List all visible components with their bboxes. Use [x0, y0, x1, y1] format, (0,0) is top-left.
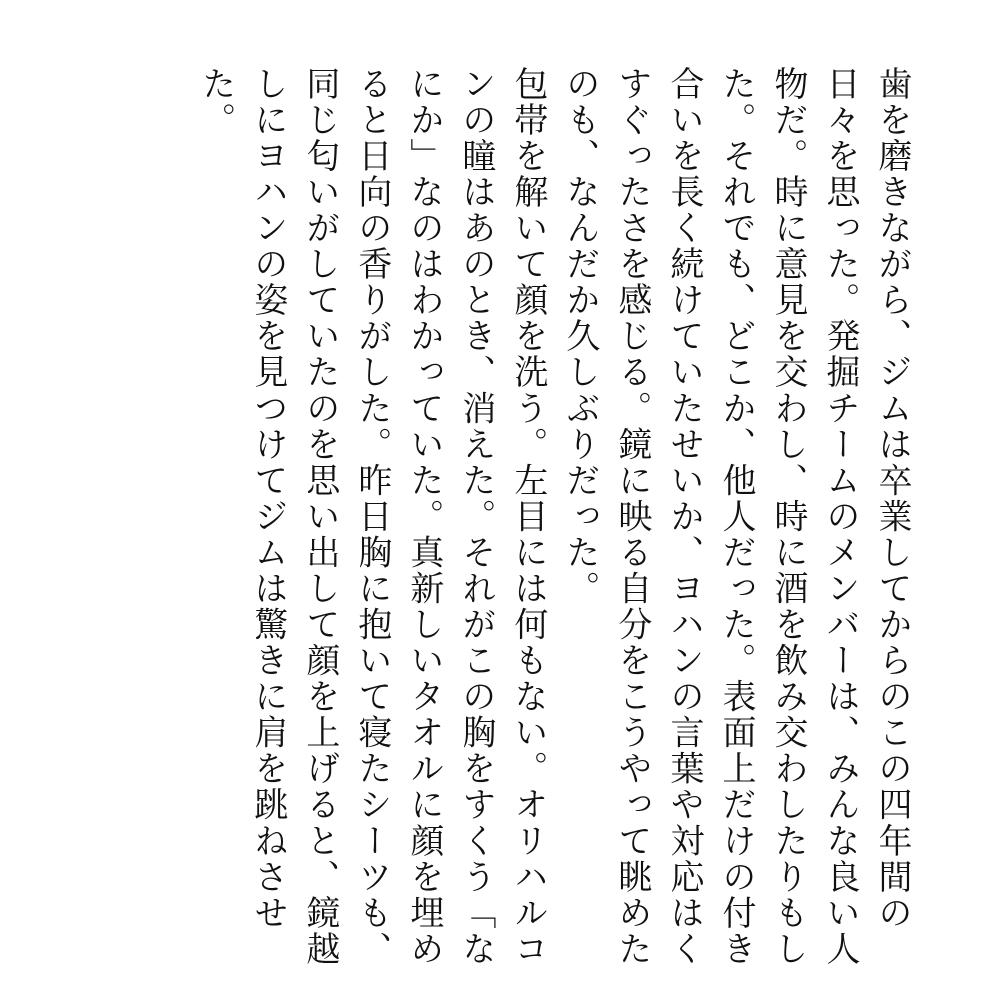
paragraph-2: 包帯を解いて顔を洗う。左目には何もない。オリハルコンの瞳はあのとき、消えた。それがこの胸をすくう「なにか」なのはわかっていた。真新しいタオルに顔を埋めると日向の香りがした。昨日胸に抱いて寝たシーツも、同じ匂いがしていたのを思い出して顔を上げると、鏡越しにヨハンの姿を見つけてジムは驚きに肩を跳ねさせた。 — [195, 66, 548, 967]
vertical-text-body — [190, 66, 918, 1000]
paragraph-1: 歯を磨きながら、ジムは卒業してからのこの四年間の日々を思った。発掘チームのメンバーは、みんな良い人物だ。時に意見を交わし、時に酒を飲み交わしたりもした。それでも、どこか、他人だった。表面上だけの付き合いを長く続けていたせいか、ヨハンの言葉や対応はくすぐったさを感じる。鏡に映る自分をこうやって眺めたのも、なんだか久しぶりだった。 — [559, 66, 912, 967]
